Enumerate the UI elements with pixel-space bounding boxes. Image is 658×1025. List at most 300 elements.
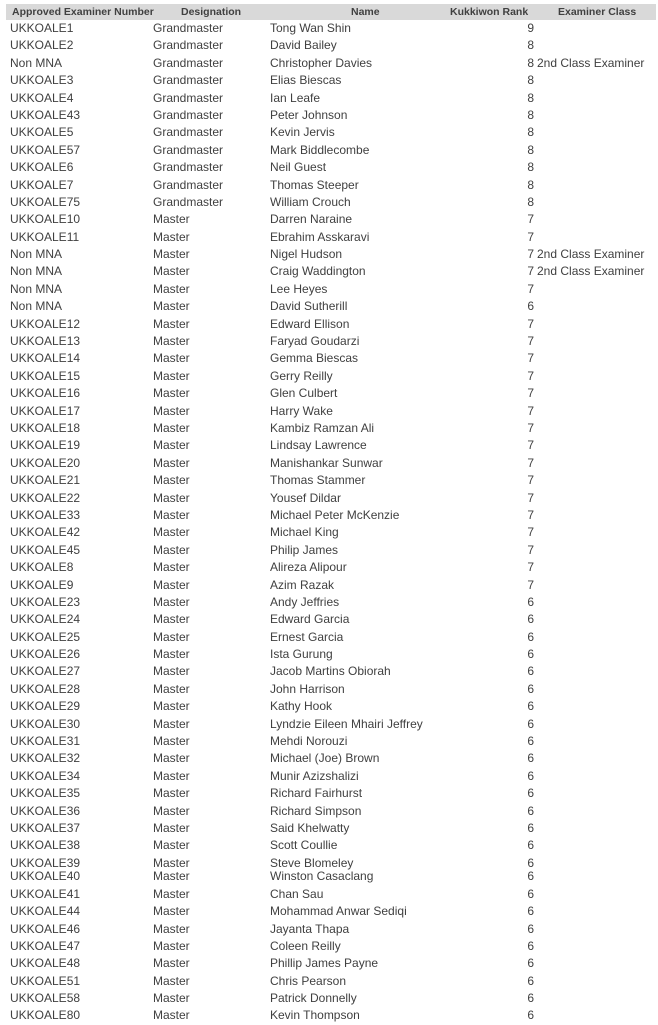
cell-name[interactable]: Lindsay Lawrence [270,438,367,453]
cell-designation[interactable]: Master [153,869,190,884]
cell-designation[interactable]: Master [153,560,190,575]
cell-kukkiwon-rank[interactable]: 7 [527,542,534,557]
cell-examiner-number[interactable]: UKKOALE4 [10,90,74,105]
table-row[interactable] [0,437,658,454]
cell-kukkiwon-rank[interactable]: 6 [527,820,534,835]
cell-examiner-number[interactable]: UKKOALE30 [10,716,81,731]
cell-name[interactable]: Mehdi Norouzi [270,734,348,749]
cell-examiner-number[interactable]: UKKOALE25 [10,629,81,644]
cell-kukkiwon-rank[interactable]: 6 [527,751,534,766]
cell-designation[interactable]: Master [153,368,190,383]
table-row[interactable] [0,124,658,141]
cell-examiner-number[interactable]: UKKOALE16 [10,386,81,401]
cell-designation[interactable]: Master [153,786,190,801]
cell-examiner-number[interactable]: UKKOALE11 [10,229,80,244]
cell-designation[interactable]: Master [153,212,190,227]
cell-name[interactable]: Gemma Biescas [270,351,359,366]
cell-examiner-class[interactable]: 2nd Class Examiner [537,264,645,279]
cell-name[interactable]: Darren Naraine [270,212,353,227]
table-row[interactable] [0,177,658,194]
cell-designation[interactable]: Master [153,803,190,818]
cell-designation[interactable]: Master [153,542,190,557]
cell-designation[interactable]: Master [153,299,190,314]
cell-kukkiwon-rank[interactable]: 6 [527,699,534,714]
table-row[interactable] [0,768,658,785]
cell-examiner-number[interactable]: UKKOALE29 [10,699,81,714]
cell-designation[interactable]: Master [153,247,190,262]
cell-designation[interactable]: Master [153,647,190,662]
cell-name[interactable]: Ebrahim Asskaravi [270,229,370,244]
table-row[interactable] [0,20,658,37]
cell-examiner-number[interactable]: UKKOALE21 [10,473,81,488]
cell-name[interactable]: Christopher Davies [270,55,373,70]
cell-designation[interactable]: Master [153,490,190,505]
cell-name[interactable]: Scott Coullie [270,838,338,853]
cell-kukkiwon-rank[interactable]: 6 [527,734,534,749]
table-row[interactable] [0,820,658,837]
cell-examiner-number[interactable]: UKKOALE20 [10,455,81,470]
cell-kukkiwon-rank[interactable]: 7 [527,577,534,592]
table-row[interactable] [0,90,658,107]
table-row[interactable] [0,733,658,750]
cell-designation[interactable]: Master [153,921,190,936]
cell-kukkiwon-rank[interactable]: 6 [527,768,534,783]
cell-examiner-number[interactable]: UKKOALE1 [10,21,74,35]
cell-name[interactable]: Kathy Hook [270,699,333,714]
table-row[interactable] [0,194,658,211]
table-row[interactable] [0,542,658,559]
cell-examiner-number[interactable]: UKKOALE6 [10,160,74,175]
cell-kukkiwon-rank[interactable]: 7 [527,473,534,488]
table-row[interactable] [0,107,658,124]
table-row[interactable] [0,211,658,228]
table-row[interactable] [0,420,658,437]
cell-kukkiwon-rank[interactable]: 7 [527,247,534,262]
cell-name[interactable]: William Crouch [270,194,351,209]
cell-examiner-number[interactable]: UKKOALE46 [10,921,81,936]
cell-designation[interactable]: Master [153,1008,190,1023]
cell-kukkiwon-rank[interactable]: 7 [527,334,534,349]
table-row[interactable] [0,577,658,594]
cell-kukkiwon-rank[interactable]: 6 [527,956,534,971]
table-row[interactable] [0,990,658,1007]
cell-designation[interactable]: Master [153,681,190,696]
cell-designation[interactable]: Grandmaster [153,55,224,70]
table-row[interactable] [0,455,658,472]
cell-examiner-number[interactable]: UKKOALE31 [10,734,81,749]
cell-kukkiwon-rank[interactable]: 7 [527,281,534,296]
cell-name[interactable]: Richard Fairhurst [270,786,363,801]
table-row[interactable] [0,37,658,54]
cell-examiner-number[interactable]: UKKOALE40 [10,869,81,884]
cell-designation[interactable]: Master [153,525,190,540]
cell-kukkiwon-rank[interactable]: 7 [527,229,534,244]
cell-designation[interactable]: Master [153,904,190,919]
table-row[interactable] [0,316,658,333]
table-row[interactable] [0,55,658,72]
table-row[interactable] [0,1007,658,1024]
cell-name[interactable]: Glen Culbert [270,386,338,401]
cell-designation[interactable]: Master [153,229,190,244]
cell-kukkiwon-rank[interactable]: 7 [527,351,534,366]
table-row[interactable] [0,159,658,176]
cell-designation[interactable]: Grandmaster [153,194,224,209]
cell-name[interactable]: Winston Casaclang [270,869,374,884]
table-row[interactable] [0,868,658,885]
table-row[interactable] [0,886,658,903]
table-row[interactable] [0,350,658,367]
cell-designation[interactable]: Master [153,264,190,279]
table-row[interactable] [0,629,658,646]
cell-name[interactable]: Faryad Goudarzi [270,334,360,349]
cell-kukkiwon-rank[interactable]: 6 [527,716,534,731]
cell-designation[interactable]: Master [153,612,190,627]
cell-designation[interactable]: Master [153,281,190,296]
cell-designation[interactable]: Grandmaster [153,142,224,157]
cell-name[interactable]: Gerry Reilly [270,368,333,383]
table-row[interactable] [0,681,658,698]
cell-name[interactable]: Edward Garcia [270,612,350,627]
cell-kukkiwon-rank[interactable]: 6 [527,973,534,988]
cell-name[interactable]: Phillip James Payne [270,956,379,971]
cell-name[interactable]: Yousef Dildar [270,490,341,505]
cell-name[interactable]: Chan Sau [270,886,324,901]
cell-kukkiwon-rank[interactable]: 8 [527,55,534,70]
cell-name[interactable]: Alireza Alipour [270,560,347,575]
cell-examiner-number[interactable]: UKKOALE19 [10,438,81,453]
cell-kukkiwon-rank[interactable]: 7 [527,403,534,418]
cell-kukkiwon-rank[interactable]: 8 [527,177,534,192]
cell-designation[interactable]: Master [153,334,190,349]
cell-kukkiwon-rank[interactable]: 6 [527,612,534,627]
cell-examiner-number[interactable]: UKKOALE26 [10,647,81,662]
cell-kukkiwon-rank[interactable]: 9 [527,21,534,35]
header-kukkiwon-rank[interactable]: Kukkiwon Rank [450,6,529,18]
cell-examiner-number[interactable]: UKKOALE8 [10,560,74,575]
cell-designation[interactable]: Master [153,507,190,522]
cell-examiner-number[interactable]: UKKOALE75 [10,194,81,209]
cell-kukkiwon-rank[interactable]: 7 [527,438,534,453]
cell-name[interactable]: Ista Gurung [270,647,333,662]
table-row[interactable] [0,298,658,315]
cell-examiner-number[interactable]: UKKOALE45 [10,542,81,557]
cell-examiner-number[interactable]: UKKOALE39 [10,855,81,870]
cell-designation[interactable]: Master [153,420,190,435]
cell-designation[interactable]: Master [153,577,190,592]
table-row[interactable] [0,698,658,715]
cell-designation[interactable]: Master [153,594,190,609]
cell-kukkiwon-rank[interactable]: 7 [527,264,534,279]
table-row[interactable] [0,333,658,350]
header-examiner-number[interactable]: Approved Examiner Number [12,6,154,18]
cell-name[interactable]: Thomas Stammer [270,473,366,488]
cell-kukkiwon-rank[interactable]: 6 [527,855,534,870]
cell-kukkiwon-rank[interactable]: 8 [527,73,534,88]
cell-examiner-number[interactable]: Non MNA [10,299,63,314]
cell-name[interactable]: Elias Biescas [270,73,342,88]
cell-examiner-number[interactable]: UKKOALE36 [10,803,81,818]
cell-examiner-number[interactable]: UKKOALE41 [10,886,81,901]
cell-name[interactable]: David Sutherill [270,299,348,314]
cell-kukkiwon-rank[interactable]: 6 [527,803,534,818]
cell-kukkiwon-rank[interactable]: 8 [527,142,534,157]
cell-name[interactable]: Said Khelwatty [270,820,350,835]
cell-designation[interactable]: Master [153,455,190,470]
cell-name[interactable]: Chris Pearson [270,973,347,988]
table-row[interactable] [0,663,658,680]
cell-examiner-number[interactable]: UKKOALE48 [10,956,81,971]
cell-examiner-number[interactable]: Non MNA [10,55,63,70]
cell-kukkiwon-rank[interactable]: 7 [527,420,534,435]
cell-kukkiwon-rank[interactable]: 7 [527,525,534,540]
cell-examiner-number[interactable]: UKKOALE43 [10,107,81,122]
cell-designation[interactable]: Master [153,386,190,401]
cell-examiner-number[interactable]: UKKOALE34 [10,768,81,783]
cell-designation[interactable]: Master [153,768,190,783]
cell-designation[interactable]: Master [153,351,190,366]
cell-designation[interactable]: Grandmaster [153,177,224,192]
cell-examiner-number[interactable]: UKKOALE42 [10,525,81,540]
cell-designation[interactable]: Grandmaster [153,160,224,175]
cell-designation[interactable]: Master [153,438,190,453]
cell-name[interactable]: Mark Biddlecombe [270,142,370,157]
cell-examiner-number[interactable]: UKKOALE10 [10,212,81,227]
table-row[interactable] [0,403,658,420]
table-row[interactable] [0,472,658,489]
cell-designation[interactable]: Master [153,820,190,835]
cell-examiner-number[interactable]: UKKOALE13 [10,334,81,349]
cell-examiner-number[interactable]: Non MNA [10,247,63,262]
table-row[interactable] [0,716,658,733]
cell-designation[interactable]: Master [153,664,190,679]
table-row[interactable] [0,785,658,802]
cell-name[interactable]: Michael King [270,525,339,540]
table-body [0,20,658,1025]
cell-examiner-number[interactable]: Non MNA [10,281,63,296]
cell-kukkiwon-rank[interactable]: 6 [527,299,534,314]
cell-kukkiwon-rank[interactable]: 8 [527,38,534,53]
cell-kukkiwon-rank[interactable]: 8 [527,90,534,105]
cell-examiner-number[interactable]: UKKOALE18 [10,420,81,435]
cell-kukkiwon-rank[interactable]: 7 [527,455,534,470]
cell-kukkiwon-rank[interactable]: 6 [527,1008,534,1023]
cell-designation[interactable]: Grandmaster [153,73,224,88]
cell-examiner-number[interactable]: Non MNA [10,264,63,279]
table-row[interactable] [0,594,658,611]
table-row[interactable] [0,855,658,869]
header-name[interactable]: Name [351,6,380,18]
cell-designation[interactable]: Master [153,973,190,988]
cell-name[interactable]: Jayanta Thapa [270,921,350,936]
cell-kukkiwon-rank[interactable]: 7 [527,316,534,331]
cell-designation[interactable]: Master [153,751,190,766]
cell-kukkiwon-rank[interactable]: 6 [527,786,534,801]
cell-name[interactable]: Ian Leafe [270,90,321,105]
cell-designation[interactable]: Master [153,629,190,644]
cell-designation[interactable]: Master [153,473,190,488]
cell-kukkiwon-rank[interactable]: 7 [527,368,534,383]
cell-examiner-number[interactable]: UKKOALE37 [10,820,81,835]
cell-designation[interactable]: Master [153,956,190,971]
table-row[interactable] [0,229,658,246]
table-row[interactable] [0,750,658,767]
cell-name[interactable]: Neil Guest [270,160,327,175]
cell-designation[interactable]: Grandmaster [153,125,224,140]
cell-kukkiwon-rank[interactable]: 7 [527,507,534,522]
cell-name[interactable]: Thomas Steeper [270,177,359,192]
cell-name[interactable]: David Bailey [270,38,337,53]
cell-designation[interactable]: Master [153,734,190,749]
cell-examiner-number[interactable]: UKKOALE35 [10,786,81,801]
table-row[interactable] [0,142,658,159]
table-row[interactable] [0,955,658,972]
cell-designation[interactable]: Master [153,838,190,853]
cell-examiner-class[interactable]: 2nd Class Examiner [537,55,645,70]
cell-examiner-number[interactable]: UKKOALE80 [10,1008,81,1023]
cell-name[interactable]: Lee Heyes [270,281,328,296]
cell-kukkiwon-rank[interactable]: 8 [527,107,534,122]
cell-designation[interactable]: Master [153,991,190,1006]
cell-examiner-number[interactable]: UKKOALE14 [10,351,81,366]
cell-name[interactable]: Lyndzie Eileen Mhairi Jeffrey [270,716,423,731]
cell-examiner-number[interactable]: UKKOALE12 [10,316,81,331]
cell-name[interactable]: Edward Ellison [270,316,350,331]
cell-examiner-number[interactable]: UKKOALE57 [10,142,81,157]
header-examiner-class[interactable]: Examiner Class [558,6,637,18]
cell-kukkiwon-rank[interactable]: 7 [527,212,534,227]
table-row[interactable] [0,490,658,507]
table-row[interactable] [0,921,658,938]
cell-name[interactable]: Manishankar Sunwar [270,455,383,470]
table-row[interactable] [0,72,658,89]
cell-name[interactable]: Coleen Reilly [270,938,341,953]
cell-examiner-number[interactable]: UKKOALE2 [10,38,74,53]
cell-name[interactable]: Azim Razak [270,577,335,592]
table-row[interactable] [0,611,658,628]
cell-name[interactable]: Mohammad Anwar Sediqi [270,904,407,919]
cell-name[interactable]: Richard Simpson [270,803,362,818]
cell-kukkiwon-rank[interactable]: 8 [527,125,534,140]
cell-kukkiwon-rank[interactable]: 8 [527,160,534,175]
cell-examiner-number[interactable]: UKKOALE33 [10,507,81,522]
cell-name[interactable]: Jacob Martins Obiorah [270,664,391,679]
cell-kukkiwon-rank[interactable]: 6 [527,629,534,644]
cell-examiner-number[interactable]: UKKOALE5 [10,125,74,140]
cell-name[interactable]: Kambiz Ramzan Ali [270,420,375,435]
table-row[interactable] [0,385,658,402]
cell-name[interactable]: Michael Peter McKenzie [270,507,400,522]
cell-kukkiwon-rank[interactable]: 7 [527,560,534,575]
cell-kukkiwon-rank[interactable]: 8 [527,194,534,209]
cell-name[interactable]: Peter Johnson [270,107,348,122]
cell-examiner-number[interactable]: UKKOALE51 [10,973,81,988]
table-row[interactable] [0,973,658,990]
cell-name[interactable]: Craig Waddington [270,264,366,279]
cell-designation[interactable]: Grandmaster [153,107,224,122]
cell-name[interactable]: Patrick Donnelly [270,991,357,1006]
cell-examiner-number[interactable]: UKKOALE58 [10,991,81,1006]
cell-designation[interactable]: Master [153,938,190,953]
table-row[interactable] [0,507,658,524]
cell-name[interactable]: Michael (Joe) Brown [270,751,380,766]
cell-examiner-number[interactable]: UKKOALE47 [10,938,81,953]
cell-designation[interactable]: Master [153,716,190,731]
cell-examiner-number[interactable]: UKKOALE27 [10,664,81,679]
cell-kukkiwon-rank[interactable]: 7 [527,490,534,505]
cell-designation[interactable]: Grandmaster [153,38,224,53]
cell-designation[interactable]: Grandmaster [153,90,224,105]
table-row[interactable] [0,903,658,920]
cell-kukkiwon-rank[interactable]: 6 [527,869,534,884]
cell-kukkiwon-rank[interactable]: 6 [527,681,534,696]
cell-examiner-number[interactable]: UKKOALE3 [10,73,74,88]
cell-examiner-number[interactable]: UKKOALE9 [10,577,74,592]
table-row[interactable] [0,837,658,854]
table-row[interactable] [0,263,658,280]
cell-designation[interactable]: Master [153,886,190,901]
header-designation[interactable]: Designation [181,6,242,18]
cell-kukkiwon-rank[interactable]: 6 [527,594,534,609]
cell-examiner-number[interactable]: UKKOALE32 [10,751,81,766]
cell-name[interactable]: Kevin Jervis [270,125,335,140]
table-row[interactable] [0,524,658,541]
cell-designation[interactable]: Master [153,699,190,714]
cell-examiner-number[interactable]: UKKOALE44 [10,904,81,919]
cell-designation[interactable]: Master [153,855,190,870]
cell-name[interactable]: Andy Jeffries [270,594,340,609]
cell-name[interactable]: Munir Azizshalizi [270,768,359,783]
cell-name[interactable]: Tong Wan Shin [270,21,351,35]
cell-name[interactable]: Harry Wake [270,403,333,418]
cell-examiner-number[interactable]: UKKOALE23 [10,594,81,609]
cell-name[interactable]: Ernest Garcia [270,629,344,644]
cell-examiner-number[interactable]: UKKOALE24 [10,612,81,627]
cell-kukkiwon-rank[interactable]: 6 [527,921,534,936]
cell-kukkiwon-rank[interactable]: 6 [527,664,534,679]
cell-kukkiwon-rank[interactable]: 6 [527,991,534,1006]
cell-kukkiwon-rank[interactable]: 6 [527,838,534,853]
table-row[interactable] [0,803,658,820]
cell-name[interactable]: Nigel Hudson [270,247,343,262]
cell-kukkiwon-rank[interactable]: 7 [527,386,534,401]
table-row[interactable] [0,368,658,385]
cell-kukkiwon-rank[interactable]: 6 [527,647,534,662]
table-row[interactable] [0,938,658,955]
table-row[interactable] [0,281,658,298]
cell-examiner-class[interactable]: 2nd Class Examiner [537,247,645,262]
cell-name[interactable]: John Harrison [270,681,345,696]
cell-designation[interactable]: Master [153,403,190,418]
cell-kukkiwon-rank[interactable]: 6 [527,886,534,901]
cell-designation[interactable]: Grandmaster [153,21,224,35]
cell-name[interactable]: Kevin Thompson [270,1008,360,1023]
cell-examiner-number[interactable]: UKKOALE38 [10,838,81,853]
cell-name[interactable]: Steve Blomeley [270,855,354,870]
cell-designation[interactable]: Master [153,316,190,331]
cell-examiner-number[interactable]: UKKOALE7 [10,177,74,192]
cell-examiner-number[interactable]: UKKOALE15 [10,368,81,383]
table-row[interactable] [0,246,658,263]
cell-examiner-number[interactable]: UKKOALE28 [10,681,81,696]
cell-examiner-number[interactable]: UKKOALE22 [10,490,81,505]
cell-kukkiwon-rank[interactable]: 6 [527,904,534,919]
cell-kukkiwon-rank[interactable]: 6 [527,938,534,953]
table-row[interactable] [0,646,658,663]
table-row[interactable] [0,559,658,576]
cell-name[interactable]: Philip James [270,542,339,557]
cell-examiner-number[interactable]: UKKOALE17 [10,403,81,418]
table-header [6,4,656,20]
